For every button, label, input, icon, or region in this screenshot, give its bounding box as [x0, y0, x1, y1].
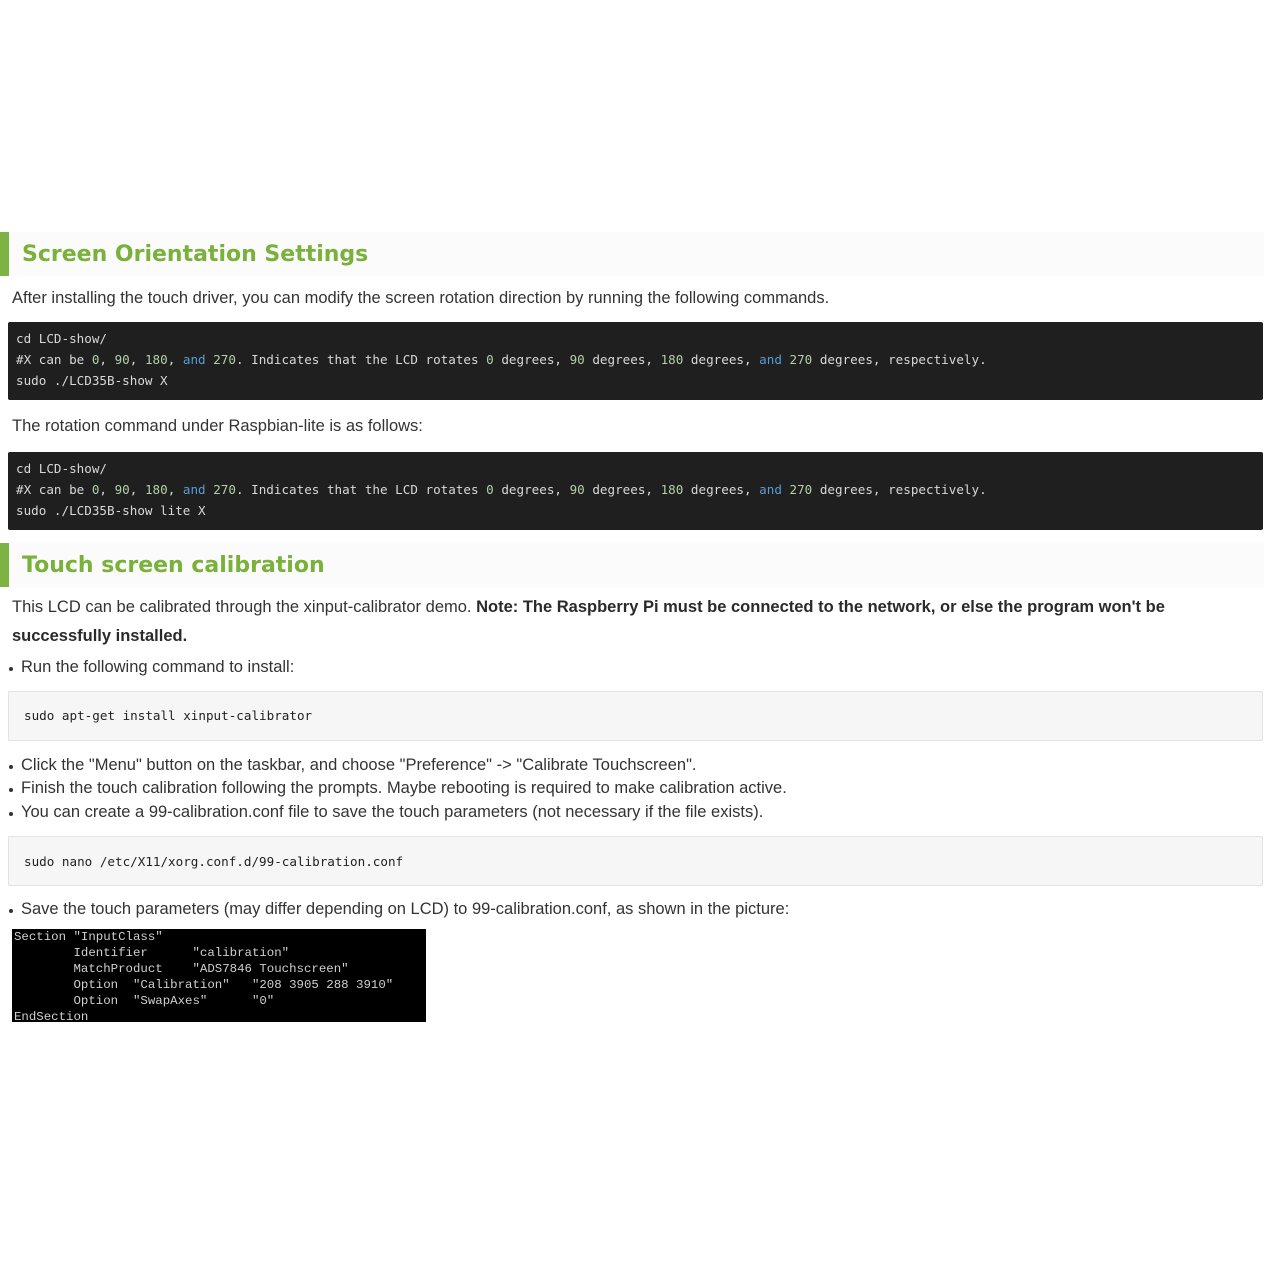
- code-block-nano[interactable]: sudo nano /etc/X11/xorg.conf.d/99-calibration.conf: [8, 836, 1263, 886]
- orientation-intro: After installing the touch driver, you can modify the screen rotation direction by running the following commands.: [12, 289, 830, 307]
- calibration-config-screenshot: [12, 929, 426, 1022]
- code-line: cd LCD-show/: [16, 331, 107, 346]
- list-item: Finish the touch calibration following the prompts. Maybe rebooting is required to make calibration active.: [8, 777, 1264, 801]
- config-line: Section "InputClass": [14, 929, 163, 944]
- list-item: Click the "Menu" button on the taskbar, and choose "Preference" -> "Calibrate Touchscreen".: [8, 754, 1264, 778]
- network-note-cont: successfully installed.: [12, 627, 188, 645]
- list-item: You can create a 99-calibration.conf file to save the touch parameters (not necessary if the file exists).: [8, 801, 1264, 825]
- code-line: sudo ./LCD35B-show lite X: [16, 503, 206, 518]
- config-line: EndSection: [14, 1009, 89, 1022]
- document-page: [0, 232, 1264, 1022]
- code-line: sudo ./LCD35B-show X: [16, 373, 168, 388]
- config-line: Option "Calibration" "208 3905 288 3910": [14, 977, 394, 992]
- code-block-install[interactable]: sudo apt-get install xinput-calibrator: [8, 691, 1263, 741]
- code-line-comment: #X can be 0, 90, 180, and 270. Indicates that the LCD rotates 0 degrees, 90 degrees, 180 degrees, and 270 degrees, respectively.: [16, 482, 987, 497]
- lite-intro: The rotation command under Raspbian-lite is as follows:: [12, 417, 423, 435]
- install-bullet-list: [0, 656, 1264, 680]
- config-line: Option "SwapAxes" "0": [14, 993, 275, 1008]
- list-item: Run the following command to install:: [8, 656, 1264, 680]
- section-heading-touch-calibration: Touch screen calibration: [0, 543, 1264, 587]
- network-note: Note: The Raspberry Pi must be connected to the network, or else the program won't be: [476, 598, 1165, 616]
- code-line-comment: #X can be 0, 90, 180, and 270. Indicates that the LCD rotates 0 degrees, 90 degrees, 180 degrees, and 270 degrees, respectively.: [16, 352, 987, 367]
- config-line: MatchProduct "ADS7846 Touchscreen": [14, 961, 349, 976]
- code-line: cd LCD-show/: [16, 461, 107, 476]
- code-block-rotation[interactable]: [8, 322, 1263, 400]
- config-line: Identifier "calibration": [14, 945, 290, 960]
- list-item: Save the touch parameters (may differ depending on LCD) to 99-calibration.conf, as shown in the picture:: [8, 898, 1264, 922]
- section-heading-screen-orientation: Screen Orientation Settings: [0, 232, 1264, 276]
- steps-bullet-list: [0, 754, 1264, 825]
- calibration-intro: This LCD can be calibrated through the xinput-calibrator demo. Note: The Raspberry Pi must be connected to the network, or else the program won't be successfully installed.: [12, 598, 1165, 645]
- code-block-rotation-lite[interactable]: [8, 452, 1263, 530]
- save-bullet-list: [0, 898, 1264, 922]
